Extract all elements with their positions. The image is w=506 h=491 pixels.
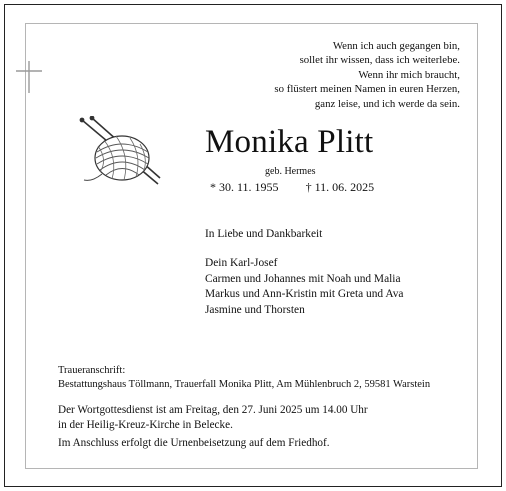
service-line: Der Wortgottesdienst ist am Freitag, den 27. Juni 2025 um 14.00 Uhr	[58, 404, 368, 416]
service-line: in der Heilig-Kreuz-Kirche in Belecke.	[58, 419, 233, 431]
poem	[274, 39, 460, 111]
poem-line: ganz leise, und ich werde da sein.	[314, 97, 460, 110]
address-label: Traueranschrift:	[58, 365, 126, 376]
service-info	[58, 403, 368, 433]
life-dates	[210, 180, 374, 195]
maiden-name: geb. Hermes	[265, 166, 316, 177]
deceased-name: Monika Plitt	[205, 124, 374, 160]
birth-date: * 30. 11. 1955	[210, 180, 279, 194]
burial-info: Im Anschluss erfolgt die Urnenbeisetzung auf dem Friedhof.	[58, 437, 330, 449]
mourner-line: Markus und Ann-Kristin mit Greta und Ava	[205, 288, 404, 301]
mourners-list	[205, 256, 403, 318]
poem-line: Wenn ich auch gegangen bin,	[332, 40, 460, 52]
mourners-intro: In Liebe und Dankbarkeit	[205, 228, 323, 240]
mourning-address	[58, 364, 430, 392]
poem-line: so flüstert meinen Namen in euren Herzen,	[274, 83, 460, 96]
mourner-line: Dein Karl-Josef	[205, 257, 278, 269]
poem-line: sollet ihr wissen, dass ich weiterlebe.	[299, 54, 460, 67]
death-date: † 11. 06. 2025	[305, 180, 375, 194]
mourner-line: Jasmine und Thorsten	[205, 303, 305, 316]
cross-icon	[14, 60, 44, 94]
mourner-line: Carmen und Johannes mit Noah und Malia	[205, 272, 401, 285]
poem-line: Wenn ihr mich braucht,	[358, 68, 460, 81]
yarn-ball-with-knitting-needles-icon	[78, 116, 162, 188]
address-text: Bestattungshaus Töllmann, Trauerfall Monika Plitt, Am Mühlenbruch 2, 59581 Warstein	[58, 379, 431, 391]
